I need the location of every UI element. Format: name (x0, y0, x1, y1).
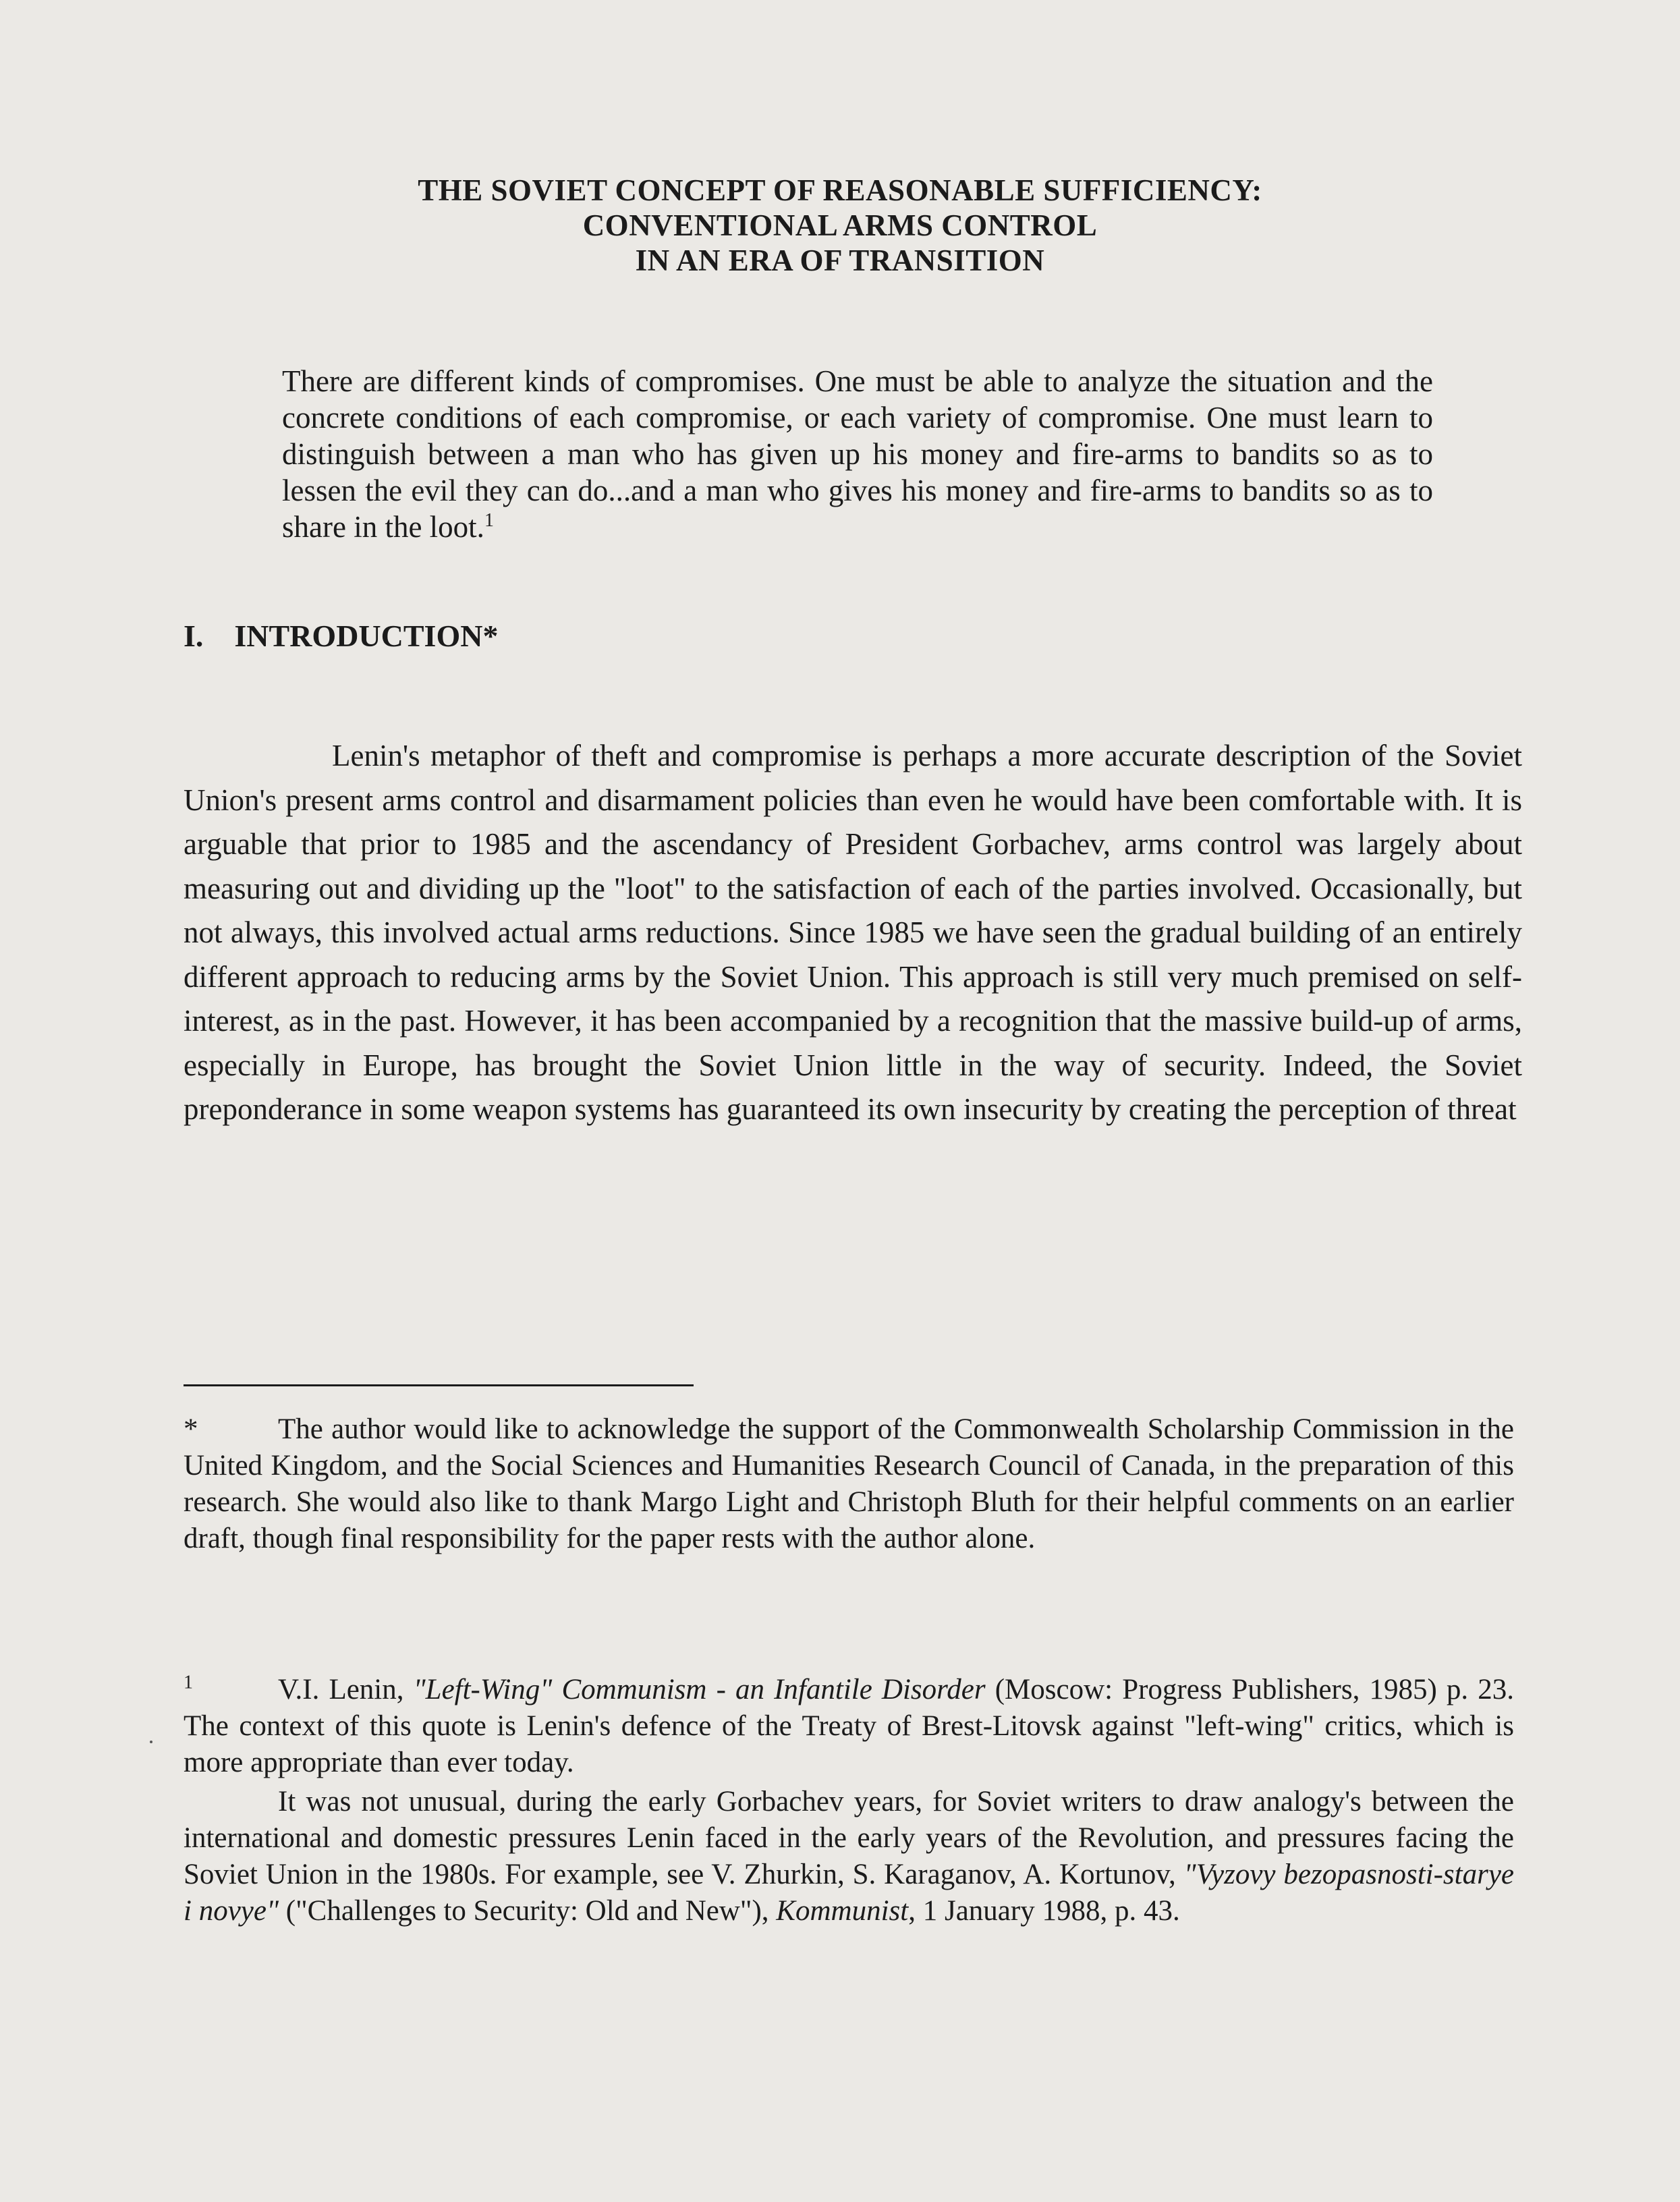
footnote-1-article-title: "Vyzovy bezopasnosti-starye i novye" (184, 1859, 1515, 1927)
paragraph-indent (184, 739, 332, 772)
footnote-star (184, 1411, 1514, 1557)
footnote-star-text: The author would like to acknowledge the support of the Commonwealth Scholarship Commission in the United Kingdom, and the Social Sciences and Humanities Research Council of Canada, in the preparation of this research. She would also like to thank Margo Light and Christoph Bluth for their helpful comments on an earlier draft, though final responsibility for the paper rests with the author alone. (184, 1413, 1514, 1554)
epigraph-text: There are different kinds of compromises. One must be able to analyze the situation and the concrete conditions of each compromise, or each variety of compromise. One must learn to distinguish between a man who has given up his money and fire-arms to bandits so as to lessen the evil they can do...and a man who gives his money and fire-arms to bandits so as to share in the loot. (282, 364, 1433, 544)
footnote-1-cont-text-b: ("Challenges to Security: Old and New"), (279, 1895, 777, 1927)
footnote-1 (184, 1672, 1514, 1781)
footnote-1-continuation (184, 1784, 1514, 1929)
title-line-1: THE SOVIET CONCEPT OF REASONABLE SUFFICIENCY: (418, 173, 1262, 207)
footnote-separator (184, 1384, 694, 1386)
title-line-3: IN AN ERA OF TRANSITION (635, 244, 1045, 277)
footnote-1-book-title: "Left-Wing" Communism - an Infantile Disorder (413, 1674, 986, 1705)
footnote-1-mark: 1 (184, 1672, 193, 1693)
document-title (0, 173, 1680, 278)
epigraph-footnote-ref: 1 (484, 510, 494, 531)
body-paragraph-text: Lenin's metaphor of theft and compromise is perhaps a more accurate description of the Soviet Union's present arms control and disarmament policies than even he would have been comfortable with. It is arguable that prior to 1985 and the ascendancy of President Gorbachev, arms control was largely about measuring out and dividing up the "loot" to the satisfaction of each of the parties involved. Occasionally, but not always, this involved actual arms reductions. Since 1985 we have seen the gradual building of an entirely different approach to reducing arms by the Soviet Union. This approach is still very much premised on self-interest, as in the past. However, it has been accompanied by a recognition that the massive build-up of arms, especially in Europe, has brought the Soviet Union little in the way of security. Indeed, the Soviet preponderance in some weapon systems has guaranteed its own insecurity by creating the perception of threat (184, 739, 1522, 1126)
footnote-1-author: V.I. Lenin, (278, 1674, 414, 1705)
paper-speck (150, 1741, 152, 1743)
footnote-1-cont-text-a: It was not unusual, during the early Gorbachev years, for Soviet writers to draw analogy's between the international and domestic pressures Lenin faced in the early years of the Revolution, and pressures facing the Soviet Union in the 1980s. For example, see V. Zhurkin, S. Karaganov, A. Kortunov, (184, 1786, 1514, 1890)
footnote-1-cont-text-c: , 1 January 1988, p. 43. (908, 1895, 1180, 1927)
section-heading: I. INTRODUCTION* (184, 619, 499, 653)
footnote-1-journal: Kommunist (776, 1895, 909, 1927)
footnote-1-rest: (Moscow: Progress Publishers, 1985) p. 23. The context of this quote is Lenin's defence of the Treaty of Brest-Litovsk against "left-wing" critics, which is more appropriate than ever today. (184, 1674, 1514, 1778)
footnote-star-mark: * (184, 1413, 198, 1445)
title-line-2: CONVENTIONAL ARMS CONTROL (582, 208, 1098, 242)
body-paragraph (184, 734, 1522, 1132)
epigraph-quote (282, 363, 1433, 545)
